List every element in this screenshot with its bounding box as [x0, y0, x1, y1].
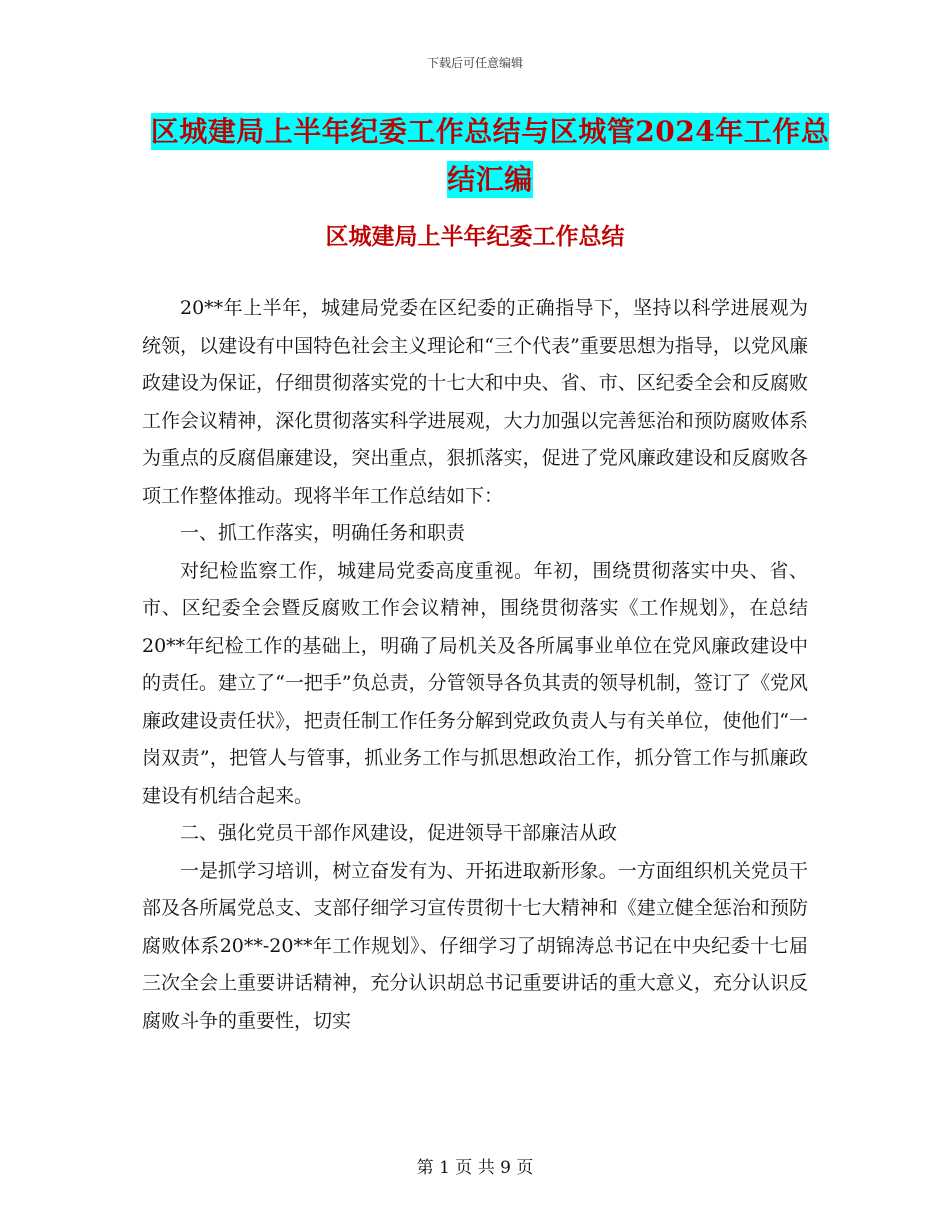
- paragraph: 对纪检监察工作，城建局党委高度重视。年初，围绕贯彻落实中央、省、市、区纪委全会暨反腐败工作会议精神，围绕贯彻落实《工作规划》，在总结20**年纪检工作的基础上，明确了局机关及各所属事业单位在党风廉政建设中的责任。建立了“一把手”负总责，分管领导各负其责的领导机制，签订了《党风廉政建设责任状》，把责任制工作任务分解到党政负责人与有关单位，使他们“一岗双责”，把管人与管事，抓业务工作与抓思想政治工作，抓分管工作与抓廉政建设有机结合起来。: [142, 559, 808, 807]
- document-title-text: 区城建局上半年纪委工作总结与区城管2024年工作总结汇编: [150, 115, 830, 196]
- page-footer: 第 1 页 共 9 页: [416, 1158, 534, 1178]
- header-note: 下载后可任意编辑: [426, 56, 523, 70]
- body-text: [142, 290, 808, 1040]
- paragraph-heading: 一、抓工作落实，明确任务和职责: [180, 522, 466, 544]
- paragraph: 一是抓学习培训，树立奋发有为、开拓进取新形象。一方面组织机关党员干部及各所属党总支、支部仔细学习宣传贯彻十七大精神和《建立健全惩治和预防腐败体系20**-20**年工作规划》、仔细学习了胡锦涛总书记在中央纪委十七届三次全会上重要讲话精神，充分认识胡总书记重要讲话的重大意义，充分认识反腐败斗争的重要性，切实: [142, 859, 808, 1032]
- paragraph: 20**年上半年，城建局党委在区纪委的正确指导下，坚持以科学进展观为统领，以建设有中国特色社会主义理论和“三个代表”重要思想为指导，以党风廉政建设为保证，仔细贯彻落实党的十七大和中央、省、市、区纪委全会和反腐败工作会议精神，深化贯彻落实科学进展观，大力加强以完善惩治和预防腐败体系为重点的反腐倡廉建设，突出重点，狠抓落实，促进了党风廉政建设和反腐败各项工作整体推动。现将半年工作总结如下：: [142, 297, 808, 507]
- section-title: 区城建局上半年纪委工作总结: [325, 223, 625, 250]
- document-title: [140, 108, 840, 204]
- paragraph-heading: 二、强化党员干部作风建设，促进领导干部廉洁从政: [180, 822, 618, 844]
